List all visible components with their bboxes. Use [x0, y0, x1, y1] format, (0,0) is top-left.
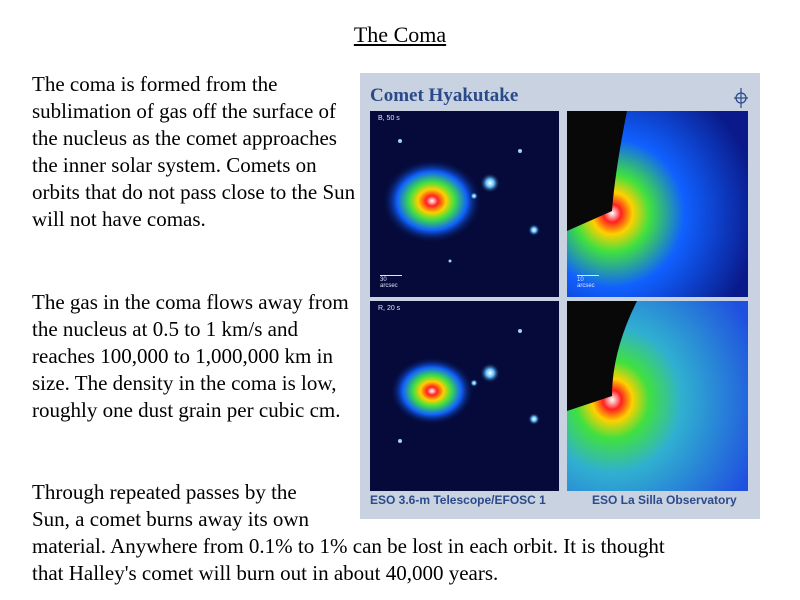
panel-label: R, 20 s — [378, 305, 401, 312]
paragraph-coma-gas-flow: The gas in the coma flows away from the nucleus at 0.5 to 1 km/s and reaches 100,000 to 1,000,000 km in size. The density in the coma is low, roughly one dust grain per cubic cm. — [32, 290, 349, 422]
scale-bar: 10 arcsec — [577, 275, 599, 289]
eso-logo-icon — [732, 87, 750, 109]
scale-bar: 30 arcsec — [380, 275, 402, 289]
paragraph-line: material. Anywhere from 0.1% to 1% can be lost in each orbit. It is thought — [32, 534, 665, 558]
comet-image-red-zoom — [567, 301, 748, 491]
slide-title: The Coma — [353, 22, 447, 47]
paragraph-line: Sun, a comet burns away its own — [32, 507, 310, 531]
image-credit-telescope: ESO 3.6-m Telescope/EFOSC 1 — [370, 493, 546, 507]
paragraph-coma-formation: The coma is formed from the sublimation of gas off the surface of the nucleus as the comet approaches the inner solar system. Comets on orbits that do not pass close to the Sun will not have comas. — [32, 72, 356, 231]
figure-title: Comet Hyakutake — [370, 85, 519, 106]
comet-image-blue-wide — [370, 111, 559, 297]
paragraph-line: Through repeated passes by the — [32, 480, 297, 504]
comet-hyakutake-figure — [360, 73, 760, 519]
comet-image-blue-zoom — [567, 111, 748, 297]
image-credit-observatory: ESO La Silla Observatory — [592, 493, 737, 507]
comet-image-red-wide — [370, 301, 559, 491]
panel-label: B, 50 s — [378, 115, 400, 122]
paragraph-line: that Halley's comet will burn out in about 40,000 years. — [32, 561, 499, 585]
